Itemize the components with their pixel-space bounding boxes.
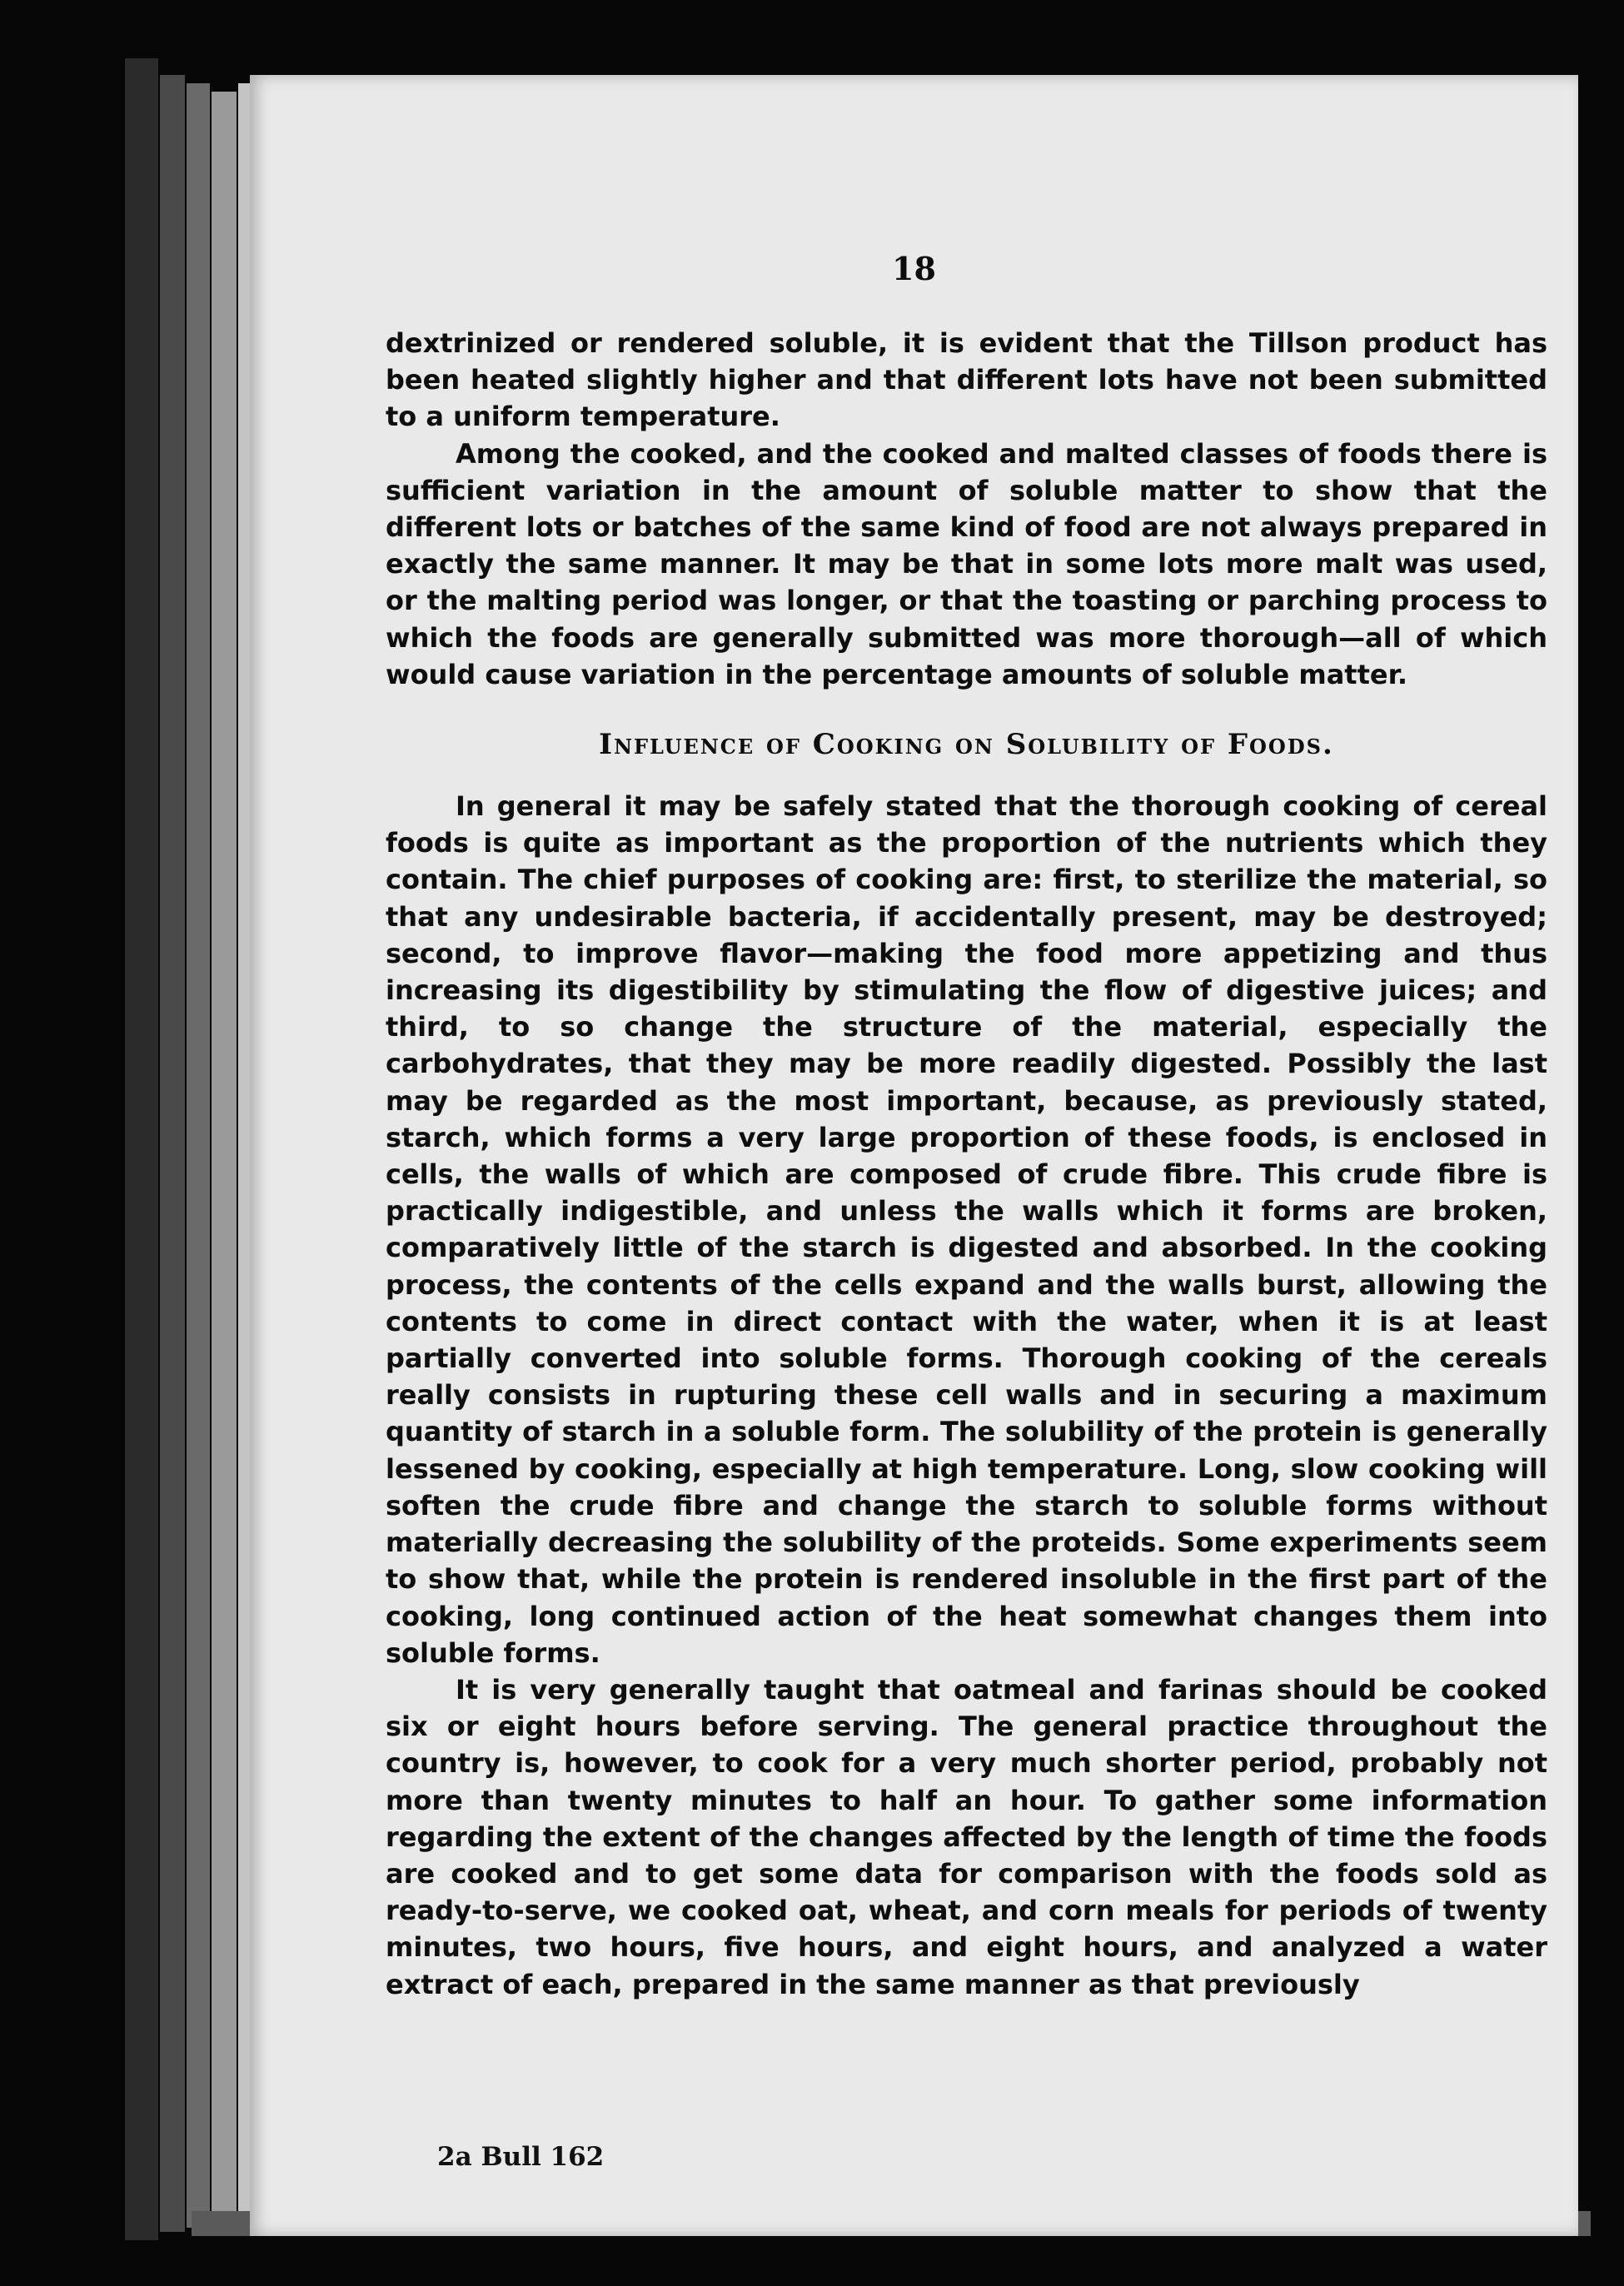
paragraph: Among the cooked, and the cooked and malted classes of foods there is sufficient variation in the amount of soluble matter to show that the different lots or batches of the same kind of food are not always prepared in exactly the same manner. It may be that in some lots more malt was used, or the malting period was longer, or that the toasting or parching process to which the foods are generally submitted was more thorough—all of which would cause variation in the percentage amounts of soluble matter. — [386, 437, 1547, 690]
paragraph: It is very generally taught that oatmeal and farinas should be cooked six or eight hours before serving. The general practice throughout the country is, however, to cook for a very much shorter period, probably not more than twenty minutes to half an hour. To gather some information regarding the extent of the changes affected by the length of time the foods are cooked and to get some data for comparison with the foods sold as ready-to-serve, we cooked oat, wheat, and corn meals for periods of twenty minutes, two hours, five hours, and eight hours, and analyzed a water extract of each, prepared in the same manner as that previously — [386, 1673, 1547, 2000]
bulletin-signature: 2a Bull 162 — [437, 2142, 605, 2172]
page-number: 18 — [892, 250, 936, 287]
body-text — [386, 325, 1547, 2003]
paragraph: In general it may be safely stated that the thorough cooking of cereal foods is quite as important as the proportion of the nutrients which they contain. The chief purposes of cooking are: first, to sterilize the material, so that any undesirable bacteria, if accidentally present, may be destroyed; second, to improve flavor—making the food more appetizing and thus increasing its digestibility by stimulating the flow of digestive juices; and third, to so change the structure of the material, especially the carbohydrates, that they may be more readily digested. Possibly the last may be regarded as the most important, because, as previously stated, starch, which forms a very large proportion of these foods, is enclosed in cells, the walls of which are composed of crude fibre. This crude fibre is practically indigestible, and unless the walls which it forms are broken, comparatively little of the starch is digested and absorbed. In the cooking process, the contents of the cells expand and the walls burst, allowing the contents to come in direct contact with the water, when it is at least partially converted into soluble forms. Thorough cooking of the cereals really consists in rupturing these cell walls and in securing a maximum quantity of starch in a soluble form. The solubility of the protein is generally lessened by cooking, especially at high temperature. Long, slow cooking will soften the crude fibre and change the starch to soluble forms without materially decreasing the solubility of the proteids. Some experiments seem to show that, while the protein is rendered insoluble in the first part of the cooking, long continued action of the heat somewhat changes them into soluble forms. — [386, 790, 1547, 1669]
section-heading: Influence of Cooking on Solubility of Foods. — [599, 728, 1334, 762]
document-page — [250, 75, 1578, 2236]
page-edge-strip — [125, 58, 158, 2240]
page-edge-strip — [187, 83, 210, 2228]
page-edge-strip — [212, 92, 237, 2224]
page-edge-strip — [160, 75, 185, 2232]
paragraph-continued: dextrinized or rendered soluble, it is evident that the Tillson product has been heated slightly higher and that different lots have not been submitted to a uniform temperature. — [386, 327, 1547, 433]
